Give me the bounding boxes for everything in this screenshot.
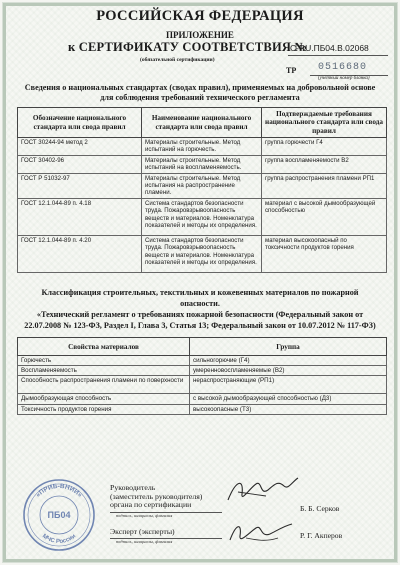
appendix-heading: ПРИЛОЖЕНИЕ xyxy=(166,30,234,40)
certificate-heading: к СЕРТИФИКАТУ СООТВЕТСТВИЯ № xyxy=(68,40,308,54)
country-heading: РОССИЙСКАЯ ФЕДЕРАЦИЯ xyxy=(96,8,304,24)
standard-code: ГОСТ 12.1.044-89 п. 4.20 xyxy=(18,235,142,272)
property-group: умеренновоспламеняемые (В2) xyxy=(190,366,387,376)
standard-name: Материалы строительные. Метод испытаний на горючесть. xyxy=(142,138,262,156)
head-signatory-label: Руководитель (заместитель руководителя) органа по сертификации xyxy=(110,483,203,510)
column-header-group: Группа xyxy=(190,338,387,356)
standard-code: ГОСТ 30244-94 метод 2 xyxy=(18,138,142,156)
table-row xyxy=(18,394,387,404)
head-signatory-name: Б. Б. Серков xyxy=(300,504,340,513)
standard-code: ГОСТ 12.1.044-89 п. 4.18 xyxy=(18,198,142,235)
property-group: сильногорючие (Г4) xyxy=(190,356,387,366)
serial-number: 0516680 xyxy=(318,62,368,73)
serial-caption: (учетный номер бланка) xyxy=(318,76,370,81)
classification-section-title: Классификация строительных, текстильных и кожевенных материалов по пожарной опасности. xyxy=(41,288,359,308)
standard-name: Система стандартов безопасности труда. Пожаровзрывоопасность веществ и материалов. Номенклатура показателей и методы их определения. xyxy=(142,198,262,235)
classification-table xyxy=(17,337,387,415)
head-signatory-caption: подпись, инициалы, фамилия xyxy=(116,513,173,518)
seal-bottom-text: МЧС России xyxy=(40,533,78,546)
expert-name: Р. Г. Акперов xyxy=(300,531,343,540)
column-header-requirements: Подтверждаемые требования национального стандарта или свода правил xyxy=(262,108,387,138)
standard-requirement: группа горючести Г4 xyxy=(262,138,387,156)
certificate-number-line xyxy=(288,55,388,56)
table-row xyxy=(18,155,387,173)
standard-requirement: группа распространения пламени РП1 xyxy=(262,173,387,198)
standards-table-header xyxy=(18,108,387,138)
table-row xyxy=(18,376,387,394)
certification-seal-icon xyxy=(22,478,96,552)
standard-name: Система стандартов безопасности труда. Пожаровзрывоопасность веществ и материалов. Номенклатура показателей и методы их определения. xyxy=(142,235,262,272)
standard-requirement: группа воспламеняемости В2 xyxy=(262,155,387,173)
standard-requirement: материал с высокой дымообразующей способностью xyxy=(262,198,387,235)
property-group: высокоопасные (Т3) xyxy=(190,404,387,414)
seal-top-text: «ПРИБ-ВНИИ» xyxy=(34,482,84,499)
property-name: Способность распространения пламени по поверхности xyxy=(18,376,190,394)
standards-section-title: Сведения о национальных стандартах (сводах правил), применяемых на добровольной основе для соблюдения требований технического регламента xyxy=(24,83,376,102)
seal-center-text: ПБ04 xyxy=(47,510,71,520)
column-header-property: Свойства материалов xyxy=(18,338,190,356)
expert-caption: подпись, инициалы, фамилия xyxy=(116,539,173,544)
standard-name: Материалы строительные. Метод испытаний на воспламеняемость. xyxy=(142,155,262,173)
column-header-standard: Обозначение национального стандарта или свода правил xyxy=(18,108,142,138)
expert-signature-icon xyxy=(226,518,296,548)
standard-requirement: материал высокоопасный по токсичности продуктов горения xyxy=(262,235,387,272)
standard-code: ГОСТ Р 51032-97 xyxy=(18,173,142,198)
standard-code: ГОСТ 30402-96 xyxy=(18,155,142,173)
tp-label: ТР xyxy=(286,66,297,75)
property-group: нераспространяющие (РП1) xyxy=(190,376,387,394)
table-row xyxy=(18,235,387,272)
property-name: Горючесть xyxy=(18,356,190,366)
table-row xyxy=(18,198,387,235)
standards-table xyxy=(17,107,387,273)
regulation-reference: «Технический регламент о требованиях пожарной безопасности (Федеральный закон от 22.07.2008 № 123-ФЗ, Раздел I, Глава 3, Статья 13; Федеральный закон от 10.07.2012 № 117-ФЗ) xyxy=(24,310,376,330)
property-name: Токсичность продуктов горения xyxy=(18,404,190,414)
certificate-number: C-RU.ПБ04.В.02068 xyxy=(290,43,369,53)
certificate-caption: (обязательной сертификации) xyxy=(140,57,215,63)
table-row xyxy=(18,356,387,366)
table-row xyxy=(18,173,387,198)
standard-name: Материалы строительные. Метод испытания на распространение пламени. xyxy=(142,173,262,198)
property-group: с высокой дымообразующей способностью (Д3) xyxy=(190,394,387,404)
column-header-name: Наименование национального стандарта или свода правил xyxy=(142,108,262,138)
table-row xyxy=(18,366,387,376)
classification-table-header xyxy=(18,338,387,356)
property-name: Дымообразующая способность xyxy=(18,394,190,404)
table-row xyxy=(18,404,387,414)
expert-label: Эксперт (эксперты) xyxy=(110,527,175,536)
head-signature-icon xyxy=(222,470,302,510)
property-name: Воспламеняемость xyxy=(18,366,190,376)
table-row xyxy=(18,138,387,156)
